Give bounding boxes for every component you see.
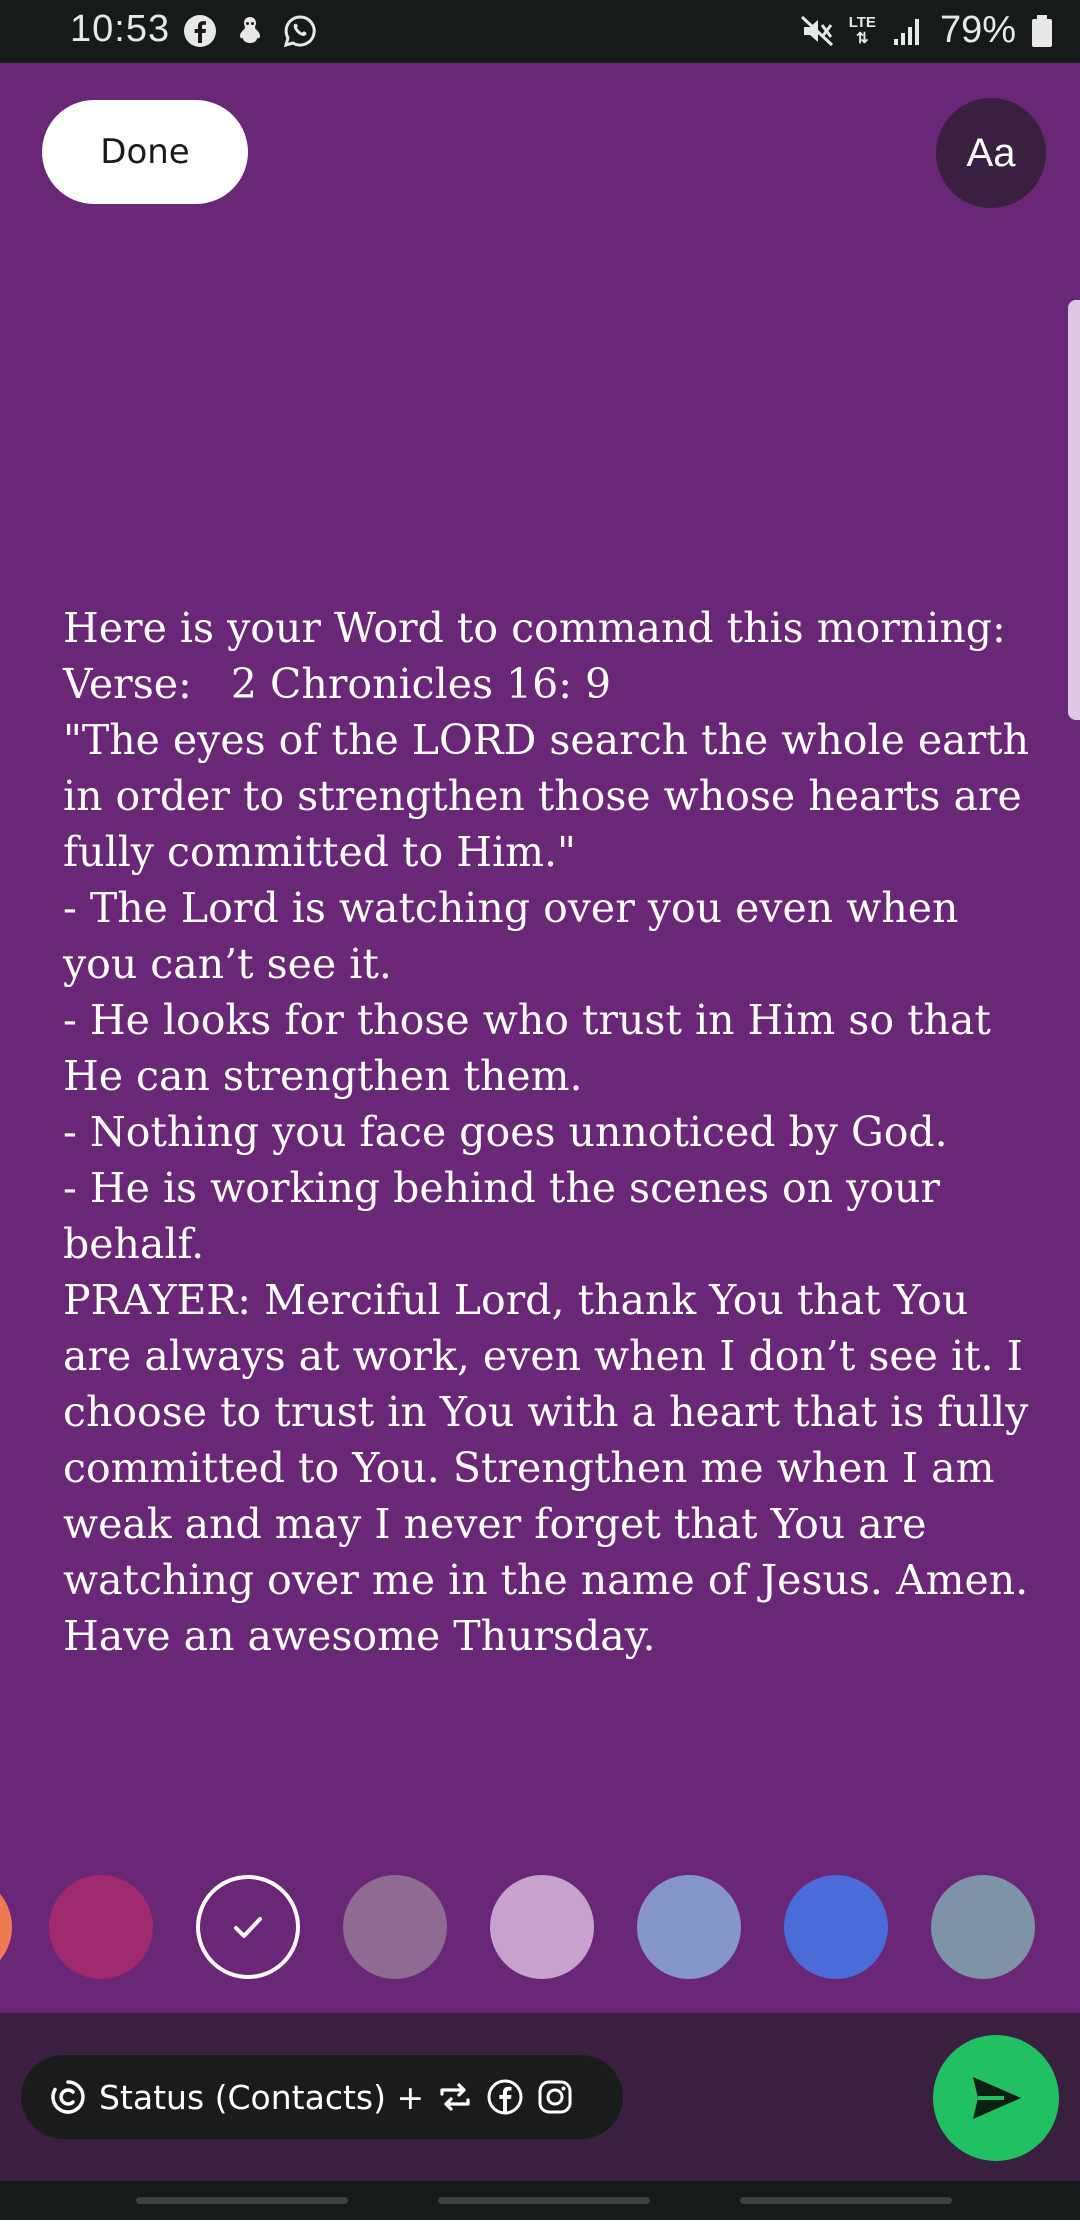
- color-swatch[interactable]: [0, 1875, 12, 1979]
- send-icon: [967, 2069, 1025, 2127]
- color-swatch[interactable]: [490, 1875, 594, 1979]
- battery-icon: [1030, 13, 1054, 49]
- color-swatch[interactable]: [49, 1875, 153, 1979]
- repeat-icon: [436, 2078, 474, 2116]
- navigation-bar: [0, 2181, 1080, 2220]
- color-swatch[interactable]: [343, 1875, 447, 1979]
- facebook-icon: [182, 13, 218, 49]
- android-ghost-icon: [232, 13, 268, 49]
- lte-icon: LTE ⇅: [848, 13, 876, 47]
- battery-percent: 79%: [939, 9, 1016, 51]
- color-swatch-selected[interactable]: [196, 1875, 300, 1979]
- color-swatch[interactable]: [637, 1875, 741, 1979]
- status-bar: [0, 0, 1080, 63]
- system-icons: [799, 9, 1054, 52]
- send-button[interactable]: [933, 2035, 1059, 2161]
- nav-back[interactable]: [740, 2197, 952, 2204]
- nav-recents[interactable]: [136, 2197, 348, 2204]
- status-text-editor[interactable]: Here is your Word to command this morning: Verse: 2 Chronicles 16: 9 "The eyes of the LORD search the whole earth in order to strengthen those whose hearts are fully committed to Him." - The Lord is watching over you even when you can’t see it. - He looks for those who trust in Him so that He can strengthen them. - Nothing you face goes unnoticed by God. - He is working behind the scenes on your behalf. PRAYER: Merciful Lord, thank You that You are always at work, even when I don’t see it. I choose to trust in You with a heart that is fully committed to You. Strengthen me when I am weak and may I never forget that You are watching over me in the name of Jesus. Amen. Have an awesome Thursday.: [63, 604, 1030, 1660]
- font-style-button[interactable]: Aa: [936, 98, 1046, 208]
- color-picker: [0, 1875, 1080, 1981]
- signal-icon: [890, 13, 926, 49]
- status-time: 10:53: [70, 8, 171, 50]
- whatsapp-icon: [282, 13, 318, 49]
- scroll-handle[interactable]: [1068, 300, 1080, 720]
- mute-icon: [799, 13, 835, 49]
- nav-home[interactable]: [438, 2197, 650, 2204]
- notification-icons: [182, 13, 318, 49]
- bottom-bar: [0, 2013, 1080, 2181]
- done-button[interactable]: Done: [42, 100, 248, 204]
- check-icon: [228, 1907, 268, 1947]
- color-swatch[interactable]: [784, 1875, 888, 1979]
- audience-label: Status (Contacts) +: [99, 2077, 425, 2117]
- color-swatch[interactable]: [931, 1875, 1035, 1979]
- status-icon: [49, 2078, 87, 2116]
- instagram-icon: [536, 2078, 574, 2116]
- facebook-icon: [486, 2078, 524, 2116]
- audience-selector[interactable]: [21, 2055, 623, 2139]
- data-arrows-icon: ⇅: [856, 29, 869, 47]
